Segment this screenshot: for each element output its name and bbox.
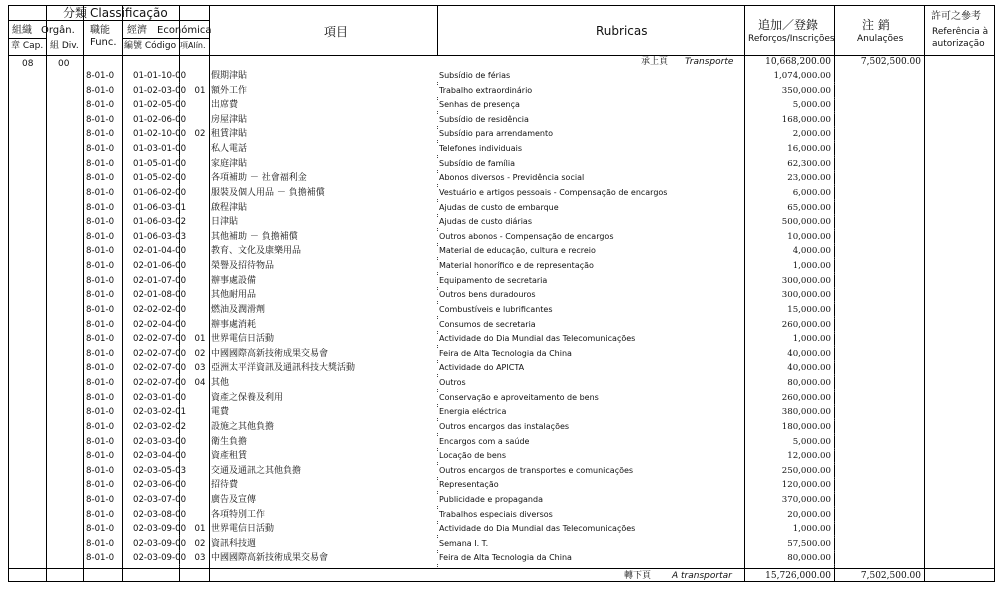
rubrica-portuguese: Semana I. T. — [439, 538, 489, 548]
reforco-amount: 4,000.00 — [792, 246, 831, 257]
rubrica-portuguese: Conservação e aproveitamento de bens — [439, 392, 599, 402]
rubrica-portuguese: Subsídio para arrendamento — [439, 129, 554, 139]
row-tick — [179, 564, 180, 567]
rubrica-portuguese: Material de educação, cultura e recreio — [439, 246, 596, 256]
table-row — [0, 465, 1003, 480]
functional-code: 8-01-0 — [86, 304, 115, 315]
item-chinese: 燃油及潤滑劑 — [211, 304, 266, 315]
functional-code: 8-01-0 — [86, 231, 115, 242]
reforco-amount: 1,000.00 — [792, 334, 831, 345]
reforco-amount: 65,000.00 — [787, 202, 831, 213]
item-chinese: 世界電信日活動 — [211, 524, 275, 535]
rubrica-portuguese: Encargos com a saúde — [439, 436, 530, 446]
economic-code: 02-02-04-00 — [133, 319, 187, 330]
header-classificacao-zh: 分類 — [63, 6, 88, 20]
header-economica-zh: 經濟 — [127, 25, 147, 36]
functional-code: 8-01-0 — [86, 85, 115, 96]
rubrica-portuguese: Feira de Alta Tecnologia da China — [439, 348, 572, 358]
item-chinese: 亞洲太平洋資訊及通訊科技大獎活動 — [211, 363, 356, 374]
table-row — [0, 260, 1003, 275]
rubrica-portuguese: Abonos diversos - Previdência social — [439, 173, 585, 183]
rubrica-portuguese: Locação de bens — [439, 451, 507, 461]
table-row — [0, 231, 1003, 246]
table-row — [0, 362, 1003, 377]
functional-code: 8-01-0 — [86, 290, 115, 301]
header-funcional-zh: 職能 — [90, 25, 110, 36]
reforco-amount: 300,000.00 — [781, 275, 831, 286]
table-row — [0, 377, 1003, 392]
economic-code: 02-02-02-00 — [133, 304, 187, 315]
table-row — [0, 304, 1003, 319]
row-tick — [834, 564, 835, 567]
functional-code: 8-01-0 — [86, 187, 115, 198]
footer-top-line — [8, 568, 995, 569]
table-row — [0, 85, 1003, 100]
economic-code: 02-03-01-00 — [133, 392, 187, 403]
table-row — [0, 421, 1003, 436]
rubrica-portuguese: Outros abonos - Compensação de encargos — [439, 231, 614, 241]
reforco-amount: 180,000.00 — [781, 421, 831, 432]
header-economica-pt: Económica — [157, 25, 212, 36]
rubrica-portuguese: Subsídio de residência — [439, 114, 529, 124]
rubrica-portuguese: Ajudas de custo diárias — [439, 217, 532, 227]
rubrica-portuguese: Equipamento de secretaria — [439, 275, 548, 285]
item-chinese: 其他 — [211, 378, 230, 389]
org-div-value: 00 — [58, 59, 70, 69]
item-chinese: 私人電話 — [211, 144, 248, 155]
economic-code: 01-06-02-00 — [133, 187, 187, 198]
table-row — [0, 245, 1003, 260]
header-div: 組 Div. — [50, 41, 79, 51]
economic-code: 02-03-03-00 — [133, 436, 187, 447]
functional-code: 8-01-0 — [86, 348, 115, 359]
functional-code: 8-01-0 — [86, 261, 115, 272]
alinea-number: 01 — [194, 85, 206, 96]
table-row — [0, 158, 1003, 173]
rubrica-portuguese: Consumos de secretaria — [439, 319, 536, 329]
reforco-amount: 500,000.00 — [781, 217, 831, 228]
economic-code: 02-01-04-00 — [133, 246, 187, 257]
item-chinese: 中國國際高新技術成果交易會 — [211, 553, 329, 564]
reforco-amount: 380,000.00 — [781, 407, 831, 418]
rubrica-portuguese: Telefones individuais — [439, 144, 522, 154]
alinea-number: 03 — [194, 363, 206, 374]
header-cap: 章 Cap. — [11, 41, 44, 51]
economic-code: 02-01-07-00 — [133, 275, 187, 286]
item-chinese: 各項補助 － 社會福利金 — [211, 173, 307, 184]
item-chinese: 世界電信日活動 — [211, 334, 275, 345]
functional-code: 8-01-0 — [86, 363, 115, 374]
functional-code: 8-01-0 — [86, 319, 115, 330]
reforco-amount: 40,000.00 — [787, 348, 831, 359]
reforco-amount: 260,000.00 — [781, 319, 831, 330]
header-reforcos-pt: Reforços/Inscrições — [748, 34, 835, 44]
rubrica-portuguese: Publicidade e propaganda — [439, 494, 543, 504]
economic-code: 02-02-07-00 — [133, 363, 187, 374]
table-row — [0, 216, 1003, 231]
item-chinese: 其他耐用品 — [211, 290, 257, 301]
reforco-amount: 6,000.00 — [792, 187, 831, 198]
reforco-amount: 80,000.00 — [787, 553, 831, 564]
rubrica-portuguese: Actividade do Dia Mundial das Telecomunicações — [439, 334, 636, 344]
item-chinese: 各項特別工作 — [211, 509, 266, 520]
table-row — [0, 406, 1003, 421]
header-referencia-pt2: autorização — [932, 39, 985, 49]
functional-code: 8-01-0 — [86, 129, 115, 140]
reforco-amount: 16,000.00 — [787, 144, 831, 155]
economic-code: 01-05-02-00 — [133, 173, 187, 184]
economic-code: 01-01-10-00 — [133, 71, 187, 81]
item-chinese: 租賃津貼 — [211, 129, 248, 140]
reforco-amount: 15,000.00 — [787, 304, 831, 315]
item-chinese: 廣告及宣傳 — [211, 494, 257, 505]
rubrica-portuguese: Outros encargos de transportes e comunicações — [439, 465, 634, 475]
economic-code: 01-06-03-03 — [133, 231, 187, 242]
table-row — [0, 114, 1003, 129]
economic-code: 02-03-05-03 — [133, 465, 187, 476]
economic-code: 02-03-02-01 — [133, 407, 187, 418]
table-row — [0, 333, 1003, 348]
item-chinese: 假期津貼 — [211, 71, 248, 81]
transport-top-reforcos: 10,668,200.00 — [765, 57, 831, 67]
transport-bottom-label-pt: A transportar — [672, 571, 732, 581]
item-chinese: 中國國際高新技術成果交易會 — [211, 348, 329, 359]
functional-code: 8-01-0 — [86, 451, 115, 462]
alinea-number: 03 — [194, 553, 206, 564]
economic-code: 02-01-08-00 — [133, 290, 187, 301]
table-row — [0, 348, 1003, 363]
header-anulacoes-zh: 注 銷 — [862, 18, 890, 32]
functional-code: 8-01-0 — [86, 334, 115, 345]
reforco-amount: 250,000.00 — [781, 465, 831, 476]
functional-code: 8-01-0 — [86, 71, 115, 81]
reforco-amount: 80,000.00 — [787, 378, 831, 389]
functional-code: 8-01-0 — [86, 538, 115, 549]
header-line-org — [8, 38, 46, 39]
alinea-number: 02 — [194, 348, 206, 359]
economic-code: 01-03-01-00 — [133, 144, 187, 155]
header-codigo: 編號 Código — [124, 41, 177, 51]
rubrica-portuguese: Trabalho extraordinário — [439, 85, 533, 95]
rubrica-portuguese: Vestuário e artigos pessoais - Compensação de encargos — [439, 187, 668, 197]
col-divider-items-head — [437, 5, 438, 56]
table-row — [0, 450, 1003, 465]
table-row — [0, 436, 1003, 451]
table-row — [0, 479, 1003, 494]
header-reforcos-zh: 追加／登錄 — [758, 18, 819, 32]
reforco-amount: 23,000.00 — [787, 173, 831, 184]
item-chinese: 電費 — [211, 407, 230, 418]
rubrica-portuguese: Energia eléctrica — [439, 407, 507, 417]
rubrica-portuguese: Material honorífico e de representação — [439, 261, 594, 271]
functional-code: 8-01-0 — [86, 144, 115, 155]
header-bottom-line — [8, 55, 995, 56]
item-chinese: 教育、文化及康樂用品 — [211, 246, 302, 257]
reforco-amount: 350,000.00 — [781, 85, 831, 96]
item-chinese: 交通及通訊之其他負擔 — [211, 465, 302, 476]
item-chinese: 其他補助 － 負擔補償 — [211, 231, 298, 242]
reforco-amount: 12,000.00 — [787, 451, 831, 462]
header-referencia-zh: 許可之參考 — [931, 11, 981, 22]
alinea-number: 01 — [194, 524, 206, 535]
header-line-1 — [8, 20, 209, 21]
functional-code: 8-01-0 — [86, 524, 115, 535]
functional-code: 8-01-0 — [86, 173, 115, 184]
item-chinese: 資產之保養及利用 — [211, 392, 284, 403]
item-chinese: 額外工作 — [211, 85, 248, 96]
table-row — [0, 494, 1003, 509]
table-row — [0, 187, 1003, 202]
table-row — [0, 509, 1003, 524]
functional-code: 8-01-0 — [86, 202, 115, 213]
header-anulacoes-pt: Anulações — [857, 34, 904, 44]
reforco-amount: 10,000.00 — [787, 231, 831, 242]
item-chinese: 房屋津貼 — [211, 114, 248, 125]
org-cap-value: 08 — [22, 59, 34, 69]
economic-code: 01-02-10-00 — [133, 129, 187, 140]
item-chinese: 日津貼 — [211, 217, 239, 228]
functional-code: 8-01-0 — [86, 465, 115, 476]
table-row — [0, 552, 1003, 567]
economic-code: 02-03-09-00 — [133, 553, 187, 564]
rubrica-portuguese: Feira de Alta Tecnologia da China — [439, 553, 572, 563]
functional-code: 8-01-0 — [86, 158, 115, 169]
reforco-amount: 57,500.00 — [787, 538, 831, 549]
table-row — [0, 538, 1003, 553]
header-items-zh: 項目 — [324, 25, 349, 39]
item-chinese: 招待費 — [211, 480, 239, 491]
reforco-amount: 20,000.00 — [787, 509, 831, 520]
table-row — [0, 523, 1003, 538]
economic-code: 01-02-03-00 — [133, 85, 187, 96]
header-funcional-pt: Func. — [90, 37, 117, 48]
functional-code: 8-01-0 — [86, 480, 115, 491]
header-classificacao-pt: Classificação — [90, 6, 168, 20]
functional-code: 8-01-0 — [86, 100, 115, 111]
economic-code: 02-03-06-00 — [133, 480, 187, 491]
functional-code: 8-01-0 — [86, 217, 115, 228]
item-chinese: 家庭津貼 — [211, 158, 248, 169]
economic-code: 02-01-06-00 — [133, 261, 187, 272]
economic-code: 01-06-03-01 — [133, 202, 187, 213]
transport-top-label-zh: 承上頁 — [641, 57, 669, 67]
item-chinese: 辦事處設備 — [211, 275, 257, 286]
economic-code: 02-03-09-00 — [133, 538, 187, 549]
item-chinese: 衛生負擔 — [211, 436, 248, 447]
row-tick — [437, 564, 438, 567]
functional-code: 8-01-0 — [86, 275, 115, 286]
reforco-amount: 120,000.00 — [781, 480, 831, 491]
transport-top-label-pt: Transporte — [685, 57, 734, 67]
reforco-amount: 168,000.00 — [781, 114, 831, 125]
functional-code: 8-01-0 — [86, 114, 115, 125]
reforco-amount: 260,000.00 — [781, 392, 831, 403]
functional-code: 8-01-0 — [86, 392, 115, 403]
header-referencia-pt1: Referência à — [932, 27, 989, 37]
item-chinese: 榮譽及招待物品 — [211, 261, 275, 272]
reforco-amount: 300,000.00 — [781, 290, 831, 301]
transport-top-anulacoes: 7,502,500.00 — [860, 57, 921, 67]
economic-code: 02-03-07-00 — [133, 494, 187, 505]
item-chinese: 辦事處消耗 — [211, 319, 257, 330]
economic-code: 01-02-06-00 — [133, 114, 187, 125]
header-alinea: 項Alín. — [180, 41, 206, 50]
reforco-amount: 62,300.00 — [787, 158, 831, 169]
item-chinese: 設施之其他負擔 — [211, 421, 275, 432]
table-row — [0, 70, 1003, 85]
item-chinese: 服裝及個人用品 － 負擔補償 — [211, 187, 325, 198]
alinea-number: 02 — [194, 129, 206, 140]
header-organica-zh: 組織 — [12, 25, 32, 36]
header-rubricas-pt: Rubricas — [596, 24, 648, 38]
economic-code: 02-03-04-00 — [133, 451, 187, 462]
table-row — [0, 275, 1003, 290]
economic-code: 02-03-09-00 — [133, 524, 187, 535]
table-row — [0, 128, 1003, 143]
reforco-amount: 1,000.00 — [792, 524, 831, 535]
reforco-amount: 370,000.00 — [781, 494, 831, 505]
rubrica-portuguese: Actividade do Dia Mundial das Telecomunicações — [439, 524, 636, 534]
table-row — [0, 319, 1003, 334]
transport-bottom-reforcos: 15,726,000.00 — [765, 571, 831, 581]
economic-code: 01-02-05-00 — [133, 100, 187, 111]
functional-code: 8-01-0 — [86, 407, 115, 418]
reforco-amount: 40,000.00 — [787, 363, 831, 374]
alinea-number: 04 — [194, 378, 206, 389]
functional-code: 8-01-0 — [86, 378, 115, 389]
rubrica-portuguese: Subsídio de férias — [439, 71, 511, 80]
rubrica-portuguese: Actividade do APICTA — [439, 363, 525, 373]
economic-code: 02-02-07-00 — [133, 334, 187, 345]
item-chinese: 啟程津貼 — [211, 202, 248, 213]
economic-code: 01-05-01-00 — [133, 158, 187, 169]
rubrica-portuguese: Outros — [439, 378, 466, 388]
alinea-number: 01 — [194, 334, 206, 345]
table-row — [0, 172, 1003, 187]
reforco-amount: 5,000.00 — [792, 100, 831, 111]
economic-code: 02-02-07-00 — [133, 378, 187, 389]
header-organica-pt: Orgân. — [41, 25, 75, 36]
rubrica-portuguese: Senhas de presença — [439, 100, 520, 110]
table-row — [0, 99, 1003, 114]
table-row — [0, 289, 1003, 304]
item-chinese: 資訊科技週 — [211, 538, 257, 549]
reforco-amount: 5,000.00 — [792, 436, 831, 447]
alinea-number: 02 — [194, 538, 206, 549]
functional-code: 8-01-0 — [86, 436, 115, 447]
item-chinese: 資產租賃 — [211, 451, 248, 462]
economic-code: 01-06-03-02 — [133, 217, 187, 228]
rubrica-portuguese: Ajudas de custo de embarque — [439, 202, 559, 212]
transport-bottom-label-zh: 轉下頁 — [624, 571, 652, 581]
economic-code: 02-02-07-00 — [133, 348, 187, 359]
economic-code: 02-03-08-00 — [133, 509, 187, 520]
reforco-amount: 1,074,000.00 — [773, 71, 831, 81]
reforco-amount: 1,000.00 — [792, 261, 831, 272]
rubrica-portuguese: Trabalhos especiais diversos — [439, 509, 553, 519]
transport-bottom-anulacoes: 7,502,500.00 — [860, 571, 921, 581]
rubrica-portuguese: Outros encargos das instalações — [439, 421, 570, 431]
rubrica-portuguese: Representação — [439, 480, 499, 490]
functional-code: 8-01-0 — [86, 509, 115, 520]
functional-code: 8-01-0 — [86, 553, 115, 564]
rubrica-portuguese: Combustíveis e lubrificantes — [439, 304, 553, 314]
rubrica-portuguese: Outros bens duradouros — [439, 290, 536, 300]
economic-code: 02-03-02-02 — [133, 421, 187, 432]
functional-code: 8-01-0 — [86, 246, 115, 257]
item-chinese: 出席費 — [211, 100, 239, 111]
functional-code: 8-01-0 — [86, 421, 115, 432]
table-row — [0, 202, 1003, 217]
table-row — [0, 143, 1003, 158]
table-row — [0, 392, 1003, 407]
functional-code: 8-01-0 — [86, 494, 115, 505]
reforco-amount: 2,000.00 — [792, 129, 831, 140]
header-line-econ — [122, 38, 209, 39]
rubrica-portuguese: Subsídio de família — [439, 158, 515, 168]
